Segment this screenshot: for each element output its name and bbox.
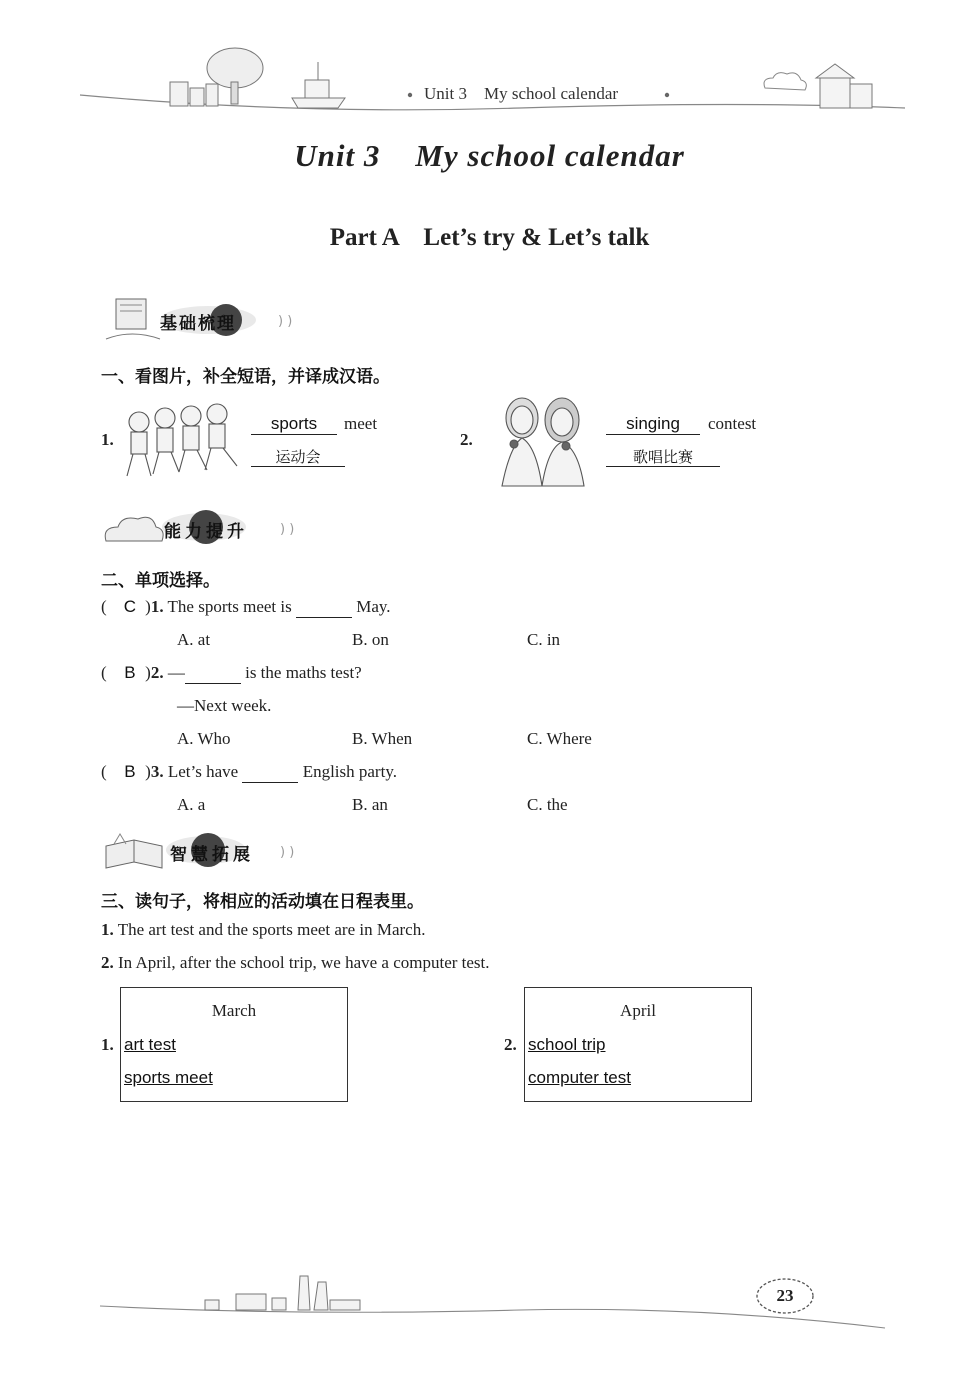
blank-line-answer	[251, 414, 337, 435]
section-banner-basic	[102, 295, 302, 343]
option-a: A. Who	[177, 729, 231, 748]
translation-text: 歌唱比赛	[632, 448, 693, 466]
page-title: Unit 3 My school calendar	[294, 138, 685, 173]
paren-close: )	[145, 597, 151, 616]
svg-text:) ): ) )	[280, 845, 295, 860]
item-number: 1.	[101, 430, 114, 449]
answer-choice: B	[124, 663, 136, 682]
sentence-1	[101, 920, 425, 940]
phrase-word: meet	[344, 414, 378, 433]
option-c: C. Where	[527, 729, 592, 748]
option-b: B. on	[352, 630, 389, 649]
banner-text: 能力提升	[164, 522, 248, 542]
table-entry-1: school trip	[528, 1035, 606, 1054]
answer-choice: C	[123, 597, 137, 616]
section-banner-ability	[100, 505, 300, 553]
part1-item-1	[101, 398, 461, 490]
sentence-text: The art test and the sports meet are in March.	[117, 920, 426, 939]
sentence-text: In April, after the school trip, we have a computer test.	[118, 953, 490, 972]
part3-instruction: 三、读句子，将相应的活动填在日程表里。	[101, 892, 424, 912]
question-blank	[242, 762, 298, 783]
table-number-1: 1.	[101, 1035, 114, 1054]
option-c: C. the	[527, 795, 568, 814]
book-icon	[100, 832, 170, 874]
city-skyline-illustration	[205, 1276, 360, 1310]
house-illustration	[816, 64, 872, 108]
part1-item-2	[460, 390, 790, 490]
running-header	[424, 84, 618, 104]
translation-text: 运动会	[275, 448, 321, 466]
question-2	[101, 663, 701, 684]
banner-text: 基础梳理	[160, 314, 236, 334]
question-text-before: —	[167, 663, 185, 682]
part2-instruction: 二、单项选择。	[101, 571, 220, 591]
running-kids-illustration	[119, 400, 245, 482]
banner-text: 智慧拓展	[170, 845, 254, 865]
boat-illustration	[292, 62, 345, 108]
part-title: Part A Let’s try & Let’s talk	[329, 224, 650, 251]
question-text-after: is the maths test?	[245, 663, 362, 682]
schedule-table-march	[120, 987, 348, 1102]
cloud-icon	[100, 511, 166, 551]
question-text-before: The sports meet is	[167, 597, 292, 616]
option-c: C. in	[527, 630, 561, 649]
question-blank	[185, 663, 241, 684]
paren-open: (	[101, 762, 107, 781]
running-title: Unit 3 My school calendar	[424, 84, 619, 103]
buildings-illustration	[170, 82, 218, 106]
question-text-after: English party.	[302, 762, 397, 781]
table-month: March	[211, 1001, 257, 1020]
sentence-number: 2.	[101, 953, 114, 972]
option-a: A. at	[177, 630, 211, 649]
blank-line-translation	[251, 446, 345, 467]
question-blank	[296, 597, 352, 618]
table-entry-2: sports meet	[124, 1068, 213, 1087]
dialog-reply-2: —Next week.	[177, 696, 272, 715]
svg-text:) ): ) )	[280, 522, 295, 537]
singing-girls-illustration	[480, 390, 600, 488]
table-number-2: 2.	[504, 1035, 517, 1054]
cloud-illustration	[764, 73, 806, 90]
footer-decoration	[0, 1260, 979, 1340]
part1-instruction: 一、看图片，补全短语，并译成汉语。	[101, 367, 390, 387]
question-number: 3.	[150, 762, 164, 781]
phrase-word: contest	[708, 414, 757, 433]
option-b: B. When	[352, 729, 413, 748]
section-banner-wisdom	[100, 828, 300, 876]
paren-open: (	[101, 663, 107, 682]
question-number: 1.	[150, 597, 164, 616]
paren-open: (	[101, 597, 107, 616]
question-text-after: May.	[356, 597, 391, 616]
blank-line-answer	[606, 414, 700, 435]
table-month: April	[620, 1001, 656, 1020]
paren-close: )	[145, 762, 151, 781]
item-number: 2.	[460, 430, 473, 449]
question-1	[101, 597, 701, 618]
blank-line-translation	[606, 446, 720, 467]
answer-choice: B	[124, 762, 136, 781]
paren-close: )	[145, 663, 151, 682]
header-decoration	[0, 0, 979, 130]
schedule-table-april	[524, 987, 752, 1102]
table-entry-2: computer test	[528, 1068, 631, 1087]
page-number: 23	[776, 1286, 794, 1305]
table-entry-1: art test	[124, 1035, 176, 1054]
board-icon	[102, 295, 162, 343]
sentence-number: 1.	[101, 920, 114, 939]
option-a: A. a	[177, 795, 206, 814]
answer-text: singing	[626, 414, 680, 433]
answer-text: sports	[270, 414, 318, 433]
question-text-before: Let’s have	[167, 762, 239, 781]
option-b: B. an	[352, 795, 388, 814]
svg-text:) ): ) )	[278, 314, 293, 329]
question-3	[101, 762, 701, 783]
question-number: 2.	[150, 663, 164, 682]
sentence-2	[101, 953, 490, 973]
